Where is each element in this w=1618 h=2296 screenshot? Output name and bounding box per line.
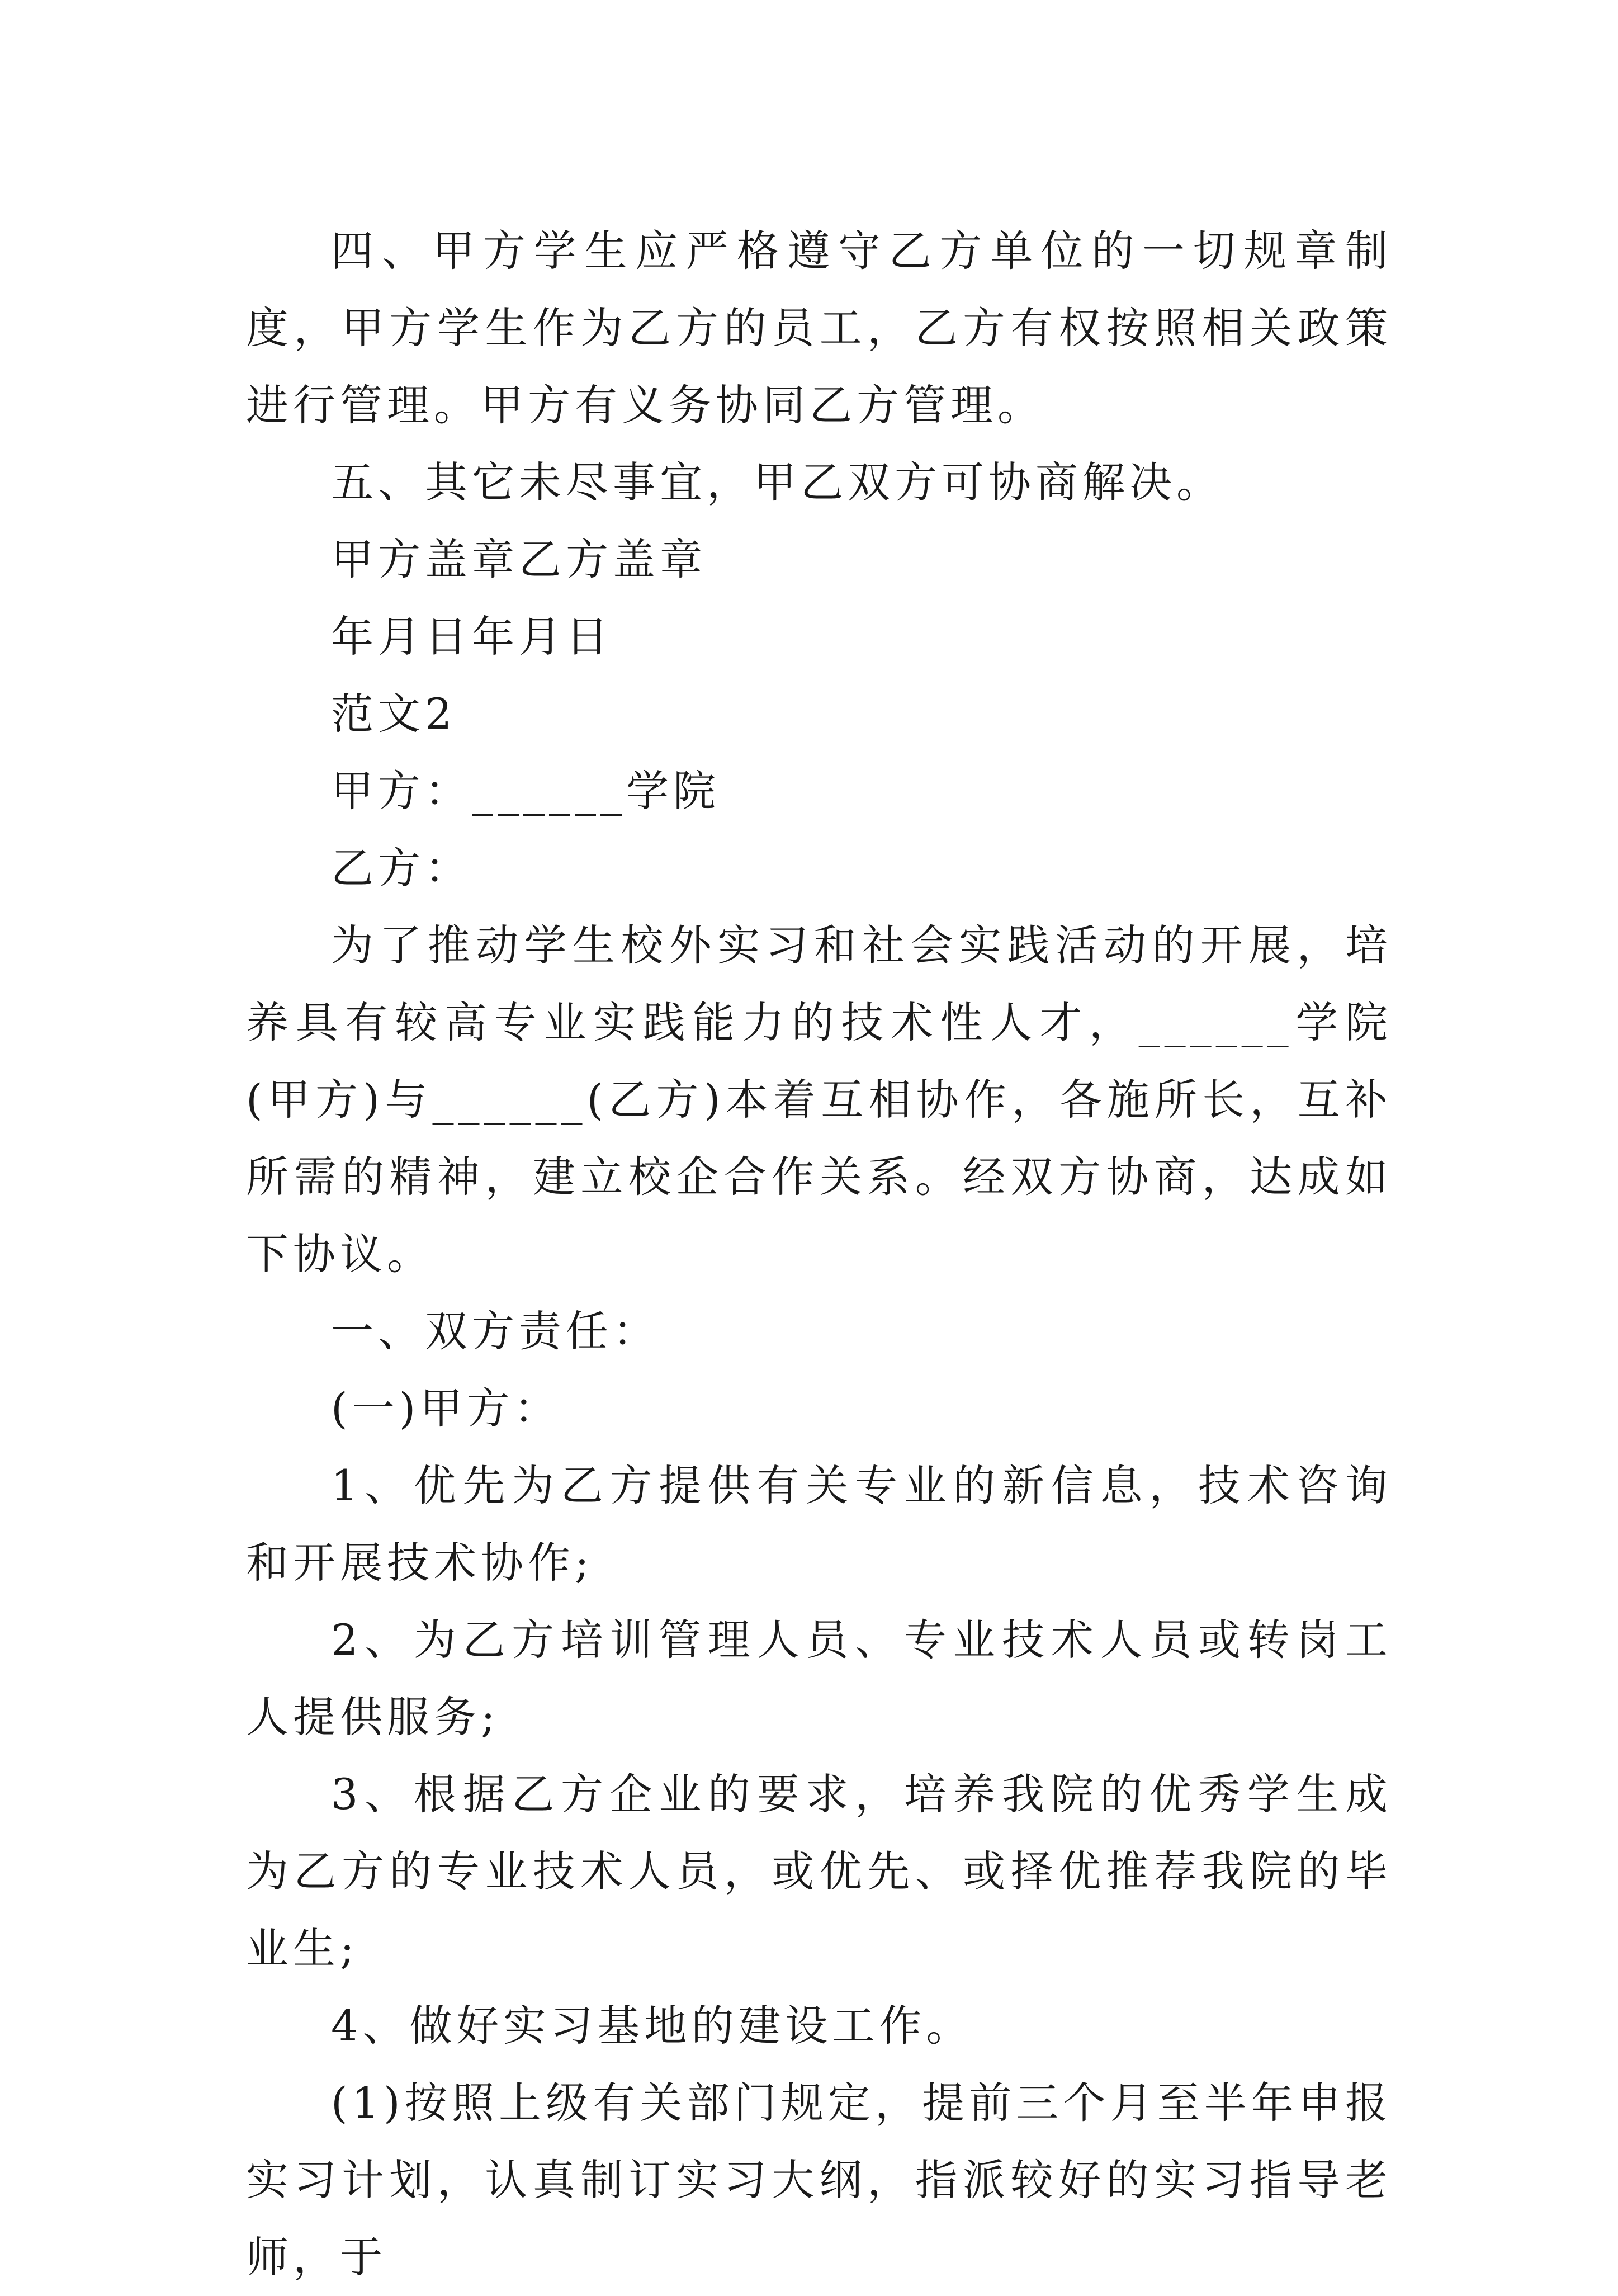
paragraph-article-5: 五、其它未尽事宜，甲乙双方可协商解决。 [331,457,1223,507]
list-item-1: 1、优先为乙方提供有关专业的新信息，技术咨询和开展技术协作; [246,1461,1392,1588]
list-item-4-sub-1: (1)按照上级有关部门规定，提前三个月至半年申报实习计划，认真制订实习大纲，指派较好的实习指导老师，于 [246,2078,1392,2282]
paragraph-article-4: 四、甲方学生应严格遵守乙方单位的一切规章制度，甲方学生作为乙方的员工，乙方有权按照相关政策进行管理。甲方有义务协同乙方管理。 [246,226,1392,430]
section-title-sample-2: 范文2 [331,689,457,739]
party-b-line: 乙方： [331,843,472,893]
document-body [246,212,1392,2296]
paragraph-preamble: 为了推动学生校外实习和社会实践活动的开展，培养具有较高专业实践能力的技术性人才，______学院(甲方)与______(乙方)本着互相协作，各施所长，互补所需的精神，建立校企合作关系。经双方协商，达成如下协议。 [246,920,1392,1279]
party-a-line: 甲方：______学院 [331,766,720,816]
subheading-party-a: (一)甲方： [331,1383,561,1433]
paragraph-seals: 甲方盖章乙方盖章 [331,535,707,584]
list-item-3: 3、根据乙方企业的要求，培养我院的优秀学生成为乙方的专业技术人员，或优先、或择优推荐我院的毕业生; [246,1769,1392,1973]
list-item-4: 4、做好实习基地的建设工作。 [331,2001,973,2051]
list-item-2: 2、为乙方培训管理人员、专业技术人员或转岗工人提供服务; [246,1615,1392,1742]
heading-responsibilities: 一、双方责任： [331,1306,660,1356]
paragraph-dates: 年月日年月日 [331,612,613,662]
